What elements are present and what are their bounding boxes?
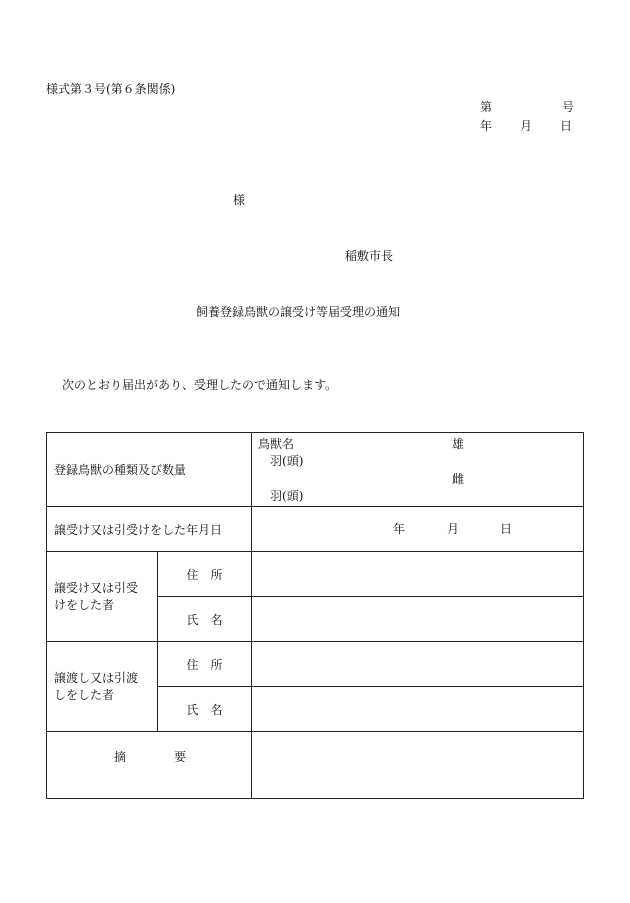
species-label: 登録鳥獣の種類及び数量 [47, 433, 252, 507]
receiver-address-row [47, 552, 584, 597]
giver-address-value [252, 642, 584, 687]
document-number-prefix: 第 [480, 100, 493, 114]
month-label: 月 [447, 522, 460, 536]
notification-table [46, 432, 584, 799]
sender-title: 稲敷市長 [345, 249, 394, 263]
count-unit-male: 羽(頭) [270, 454, 304, 468]
transfer-date-row [47, 507, 584, 552]
summary-row [47, 732, 584, 799]
giver-address-label: 住 所 [158, 642, 252, 687]
giver-label-line-2: しをした者 [54, 687, 115, 702]
receiver-label-line-1: 譲受け又は引受 [54, 580, 139, 595]
receiver-name-value [252, 597, 584, 642]
species-name-label: 鳥獣名 [258, 437, 295, 451]
transfer-date-cell [252, 507, 584, 552]
receiver-label [47, 552, 158, 642]
giver-name-value [252, 687, 584, 732]
giver-label-line-1: 譲渡し又は引渡 [54, 670, 139, 685]
summary-label-char-2: 要 [174, 750, 187, 764]
form-number: 様式第３号(第６条関係) [46, 82, 176, 96]
receiver-address-value [252, 552, 584, 597]
transfer-date-label: 譲受け又は引受けをした年月日 [47, 507, 252, 552]
summary-label-char-1: 摘 [114, 750, 127, 764]
year-label: 年 [393, 522, 406, 536]
addressee-honorific: 様 [233, 193, 246, 207]
species-row [47, 433, 584, 507]
giver-label [47, 642, 158, 732]
date-year-label: 年 [480, 119, 493, 133]
summary-value [252, 732, 584, 799]
giver-name-label: 氏 名 [158, 687, 252, 732]
male-label: 雄 [452, 437, 465, 451]
giver-address-row [47, 642, 584, 687]
summary-label [47, 732, 252, 799]
count-unit-female: 羽(頭) [270, 489, 304, 503]
receiver-address-label: 住 所 [158, 552, 252, 597]
female-label: 雌 [452, 472, 465, 486]
body-text: 次のとおり届出があり、受理したので通知します。 [62, 378, 338, 392]
species-cell [252, 433, 584, 507]
date-day-label: 日 [560, 119, 573, 133]
day-label: 日 [500, 522, 513, 536]
receiver-label-line-2: けをした者 [54, 597, 115, 612]
date-month-label: 月 [520, 119, 533, 133]
receiver-name-label: 氏 名 [158, 597, 252, 642]
document-title: 飼養登録鳥獣の譲受け等届受理の通知 [196, 305, 401, 319]
document-number-suffix: 号 [562, 100, 575, 114]
